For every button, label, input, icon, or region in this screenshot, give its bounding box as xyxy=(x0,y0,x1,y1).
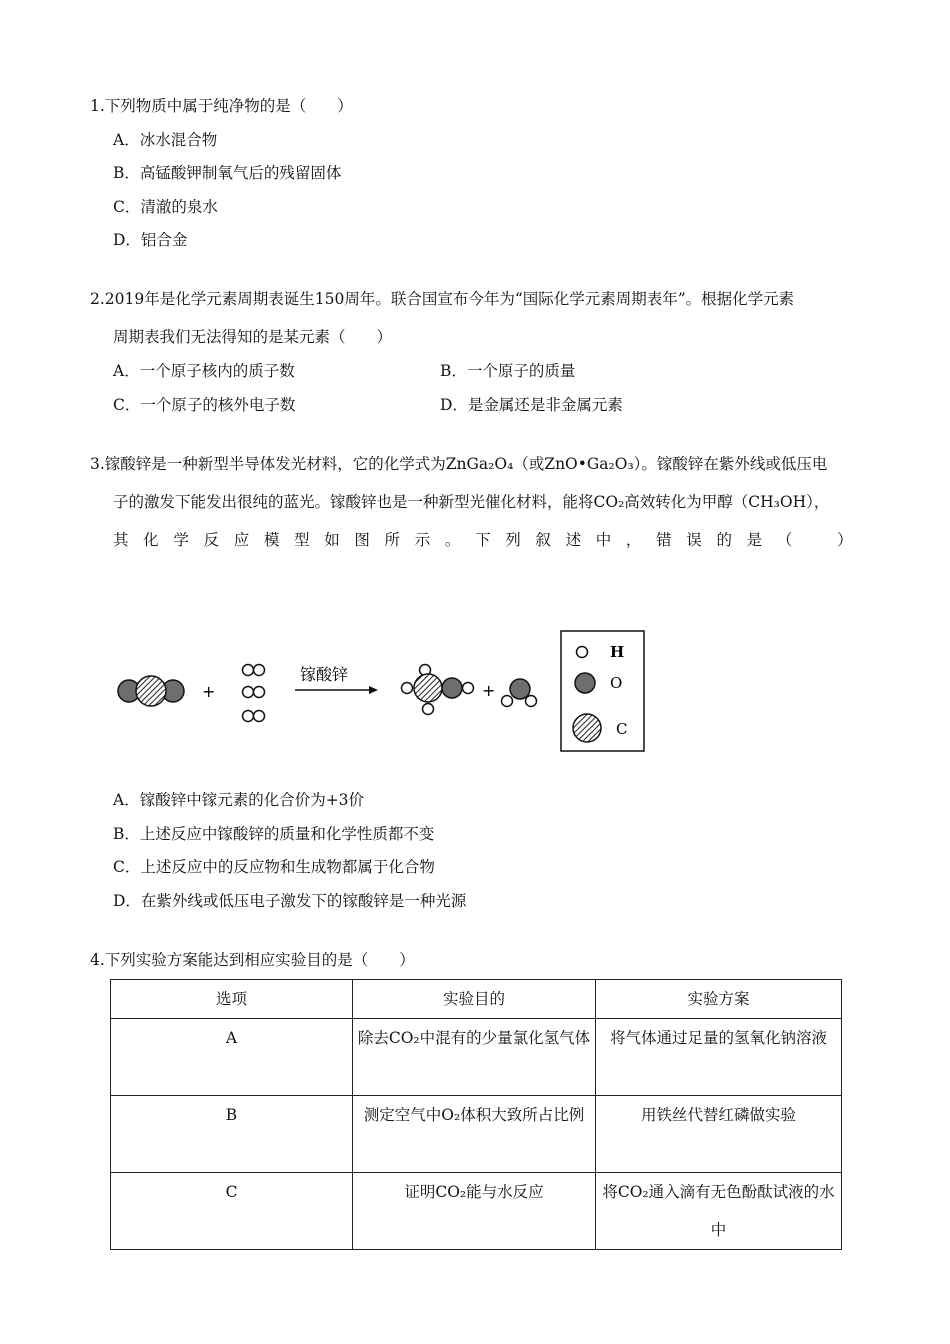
table-row xyxy=(111,1173,842,1250)
carbon-atom-icon xyxy=(573,714,601,742)
q3-option-b: B．上述反应中镓酸锌的质量和化学性质都不变 xyxy=(113,825,435,843)
table-cell-plan: 用铁丝代替红磷做实验 xyxy=(596,1096,842,1173)
table-cell-purpose: 证明CO₂能与水反应 xyxy=(353,1173,596,1250)
q3-option-d: D．在紫外线或低压电子激发下的镓酸锌是一种光源 xyxy=(113,892,467,910)
arrow-label: 镓酸锌 xyxy=(300,665,349,684)
q3-char: 型 xyxy=(294,531,310,549)
q3-char: 中 xyxy=(595,531,612,549)
q2-stem-line1: 2.2019年是化学元素周期表诞生150周年。联合国宣布今年为“国际化学元素周期表年”。根据化学元素 xyxy=(90,290,795,308)
atom-legend xyxy=(561,631,644,751)
q3-char: 示 xyxy=(414,531,431,549)
table-cell-option: C xyxy=(111,1173,353,1250)
q3-char: 反 xyxy=(203,531,220,549)
q3-char: ） xyxy=(837,531,853,549)
reaction-model-diagram xyxy=(110,625,655,760)
reaction-arrow-head xyxy=(369,686,378,694)
q3-char: 模 xyxy=(263,531,280,549)
table-cell-option: A xyxy=(111,1019,353,1096)
plus-sign: + xyxy=(202,682,216,701)
q3-char: 应 xyxy=(233,531,250,549)
q1-option-a: A．冰水混合物 xyxy=(113,131,218,149)
q3-char: 列 xyxy=(505,531,521,549)
table-cell-purpose: 测定空气中O₂体积大致所占比例 xyxy=(353,1096,596,1173)
table-header-row xyxy=(111,980,842,1019)
table-row xyxy=(111,1096,842,1173)
q3-char: 化 xyxy=(143,531,159,549)
q3-char: 图 xyxy=(354,531,370,549)
q3-char: 学 xyxy=(173,531,189,549)
q3-char: 的 xyxy=(716,531,732,549)
q3-char: 如 xyxy=(324,531,340,549)
q3-char: （ xyxy=(776,531,793,549)
table-cell-purpose: 除去CO₂中混有的少量氯化氢气体 xyxy=(353,1019,596,1096)
q3-option-c: C．上述反应中的反应物和生成物都属于化合物 xyxy=(113,858,435,876)
q1-stem: 1.下列物质中属于纯净物的是（ ） xyxy=(90,97,353,115)
q2-option-c: C．一个原子的核外电子数 xyxy=(113,396,296,414)
ch3oh-molecule xyxy=(402,665,474,715)
table-cell-plan: 将气体通过足量的氢氧化钠溶液 xyxy=(596,1019,842,1096)
h2-molecules xyxy=(243,665,265,722)
q3-char: 。 xyxy=(444,531,461,549)
hydrogen-atom-icon xyxy=(577,647,588,658)
table-row xyxy=(111,1019,842,1096)
table-header: 选项 xyxy=(111,980,353,1019)
q3-char: ， xyxy=(625,531,642,549)
experiment-table xyxy=(110,979,842,1250)
oxygen-atom-icon xyxy=(575,673,595,693)
q3-char: 述 xyxy=(565,531,582,549)
q3-char: 是 xyxy=(746,531,763,549)
q2-option-b: B．一个原子的质量 xyxy=(440,362,576,380)
q3-char: 其 xyxy=(113,531,129,549)
q3-char: 叙 xyxy=(535,531,551,549)
q1-option-b: B．高锰酸钾制氧气后的残留固体 xyxy=(113,164,342,182)
table-cell-plan: 将CO₂通入滴有无色酚酞试液的水中 xyxy=(596,1173,842,1250)
q2-option-d: D．是金属还是非金属元素 xyxy=(440,396,623,414)
legend-label-o: O xyxy=(610,674,623,692)
q2-stem-line2: 周期表我们无法得知的是某元素（ ） xyxy=(113,328,393,346)
q3-char xyxy=(807,528,823,550)
q3-stem-line1: 3.镓酸锌是一种新型半导体发光材料，它的化学式为ZnGa₂O₄（或ZnO•Ga₂O₃）。镓酸锌在紫外线或低压电 xyxy=(90,455,828,473)
q1-option-c: C．清澈的泉水 xyxy=(113,198,218,216)
q3-char: 所 xyxy=(384,531,401,549)
h2o-molecule xyxy=(502,679,537,707)
q1-option-d: D．铝合金 xyxy=(113,231,188,249)
q3-stem-line3 xyxy=(113,528,853,550)
q2-option-a: A．一个原子核内的质子数 xyxy=(113,362,295,380)
q3-char: 错 xyxy=(656,531,672,549)
legend-label-c: C xyxy=(616,720,628,738)
q3-char: 下 xyxy=(475,531,491,549)
table-cell-option: B xyxy=(111,1096,353,1173)
legend-label-h: H xyxy=(610,643,625,661)
q3-option-a: A．镓酸锌中镓元素的化合价为+3价 xyxy=(113,791,365,809)
plus-sign: + xyxy=(482,681,496,700)
q3-char: 误 xyxy=(686,531,702,549)
q4-stem: 4.下列实验方案能达到相应实验目的是（ ） xyxy=(90,951,415,969)
q3-stem-line2: 子的激发下能发出很纯的蓝光。镓酸锌也是一种新型光催化材料，能将CO₂高效转化为甲醇（CH₃OH）， xyxy=(113,493,830,511)
table-header: 实验方案 xyxy=(596,980,842,1019)
co2-molecule xyxy=(118,676,184,706)
table-header: 实验目的 xyxy=(353,980,596,1019)
